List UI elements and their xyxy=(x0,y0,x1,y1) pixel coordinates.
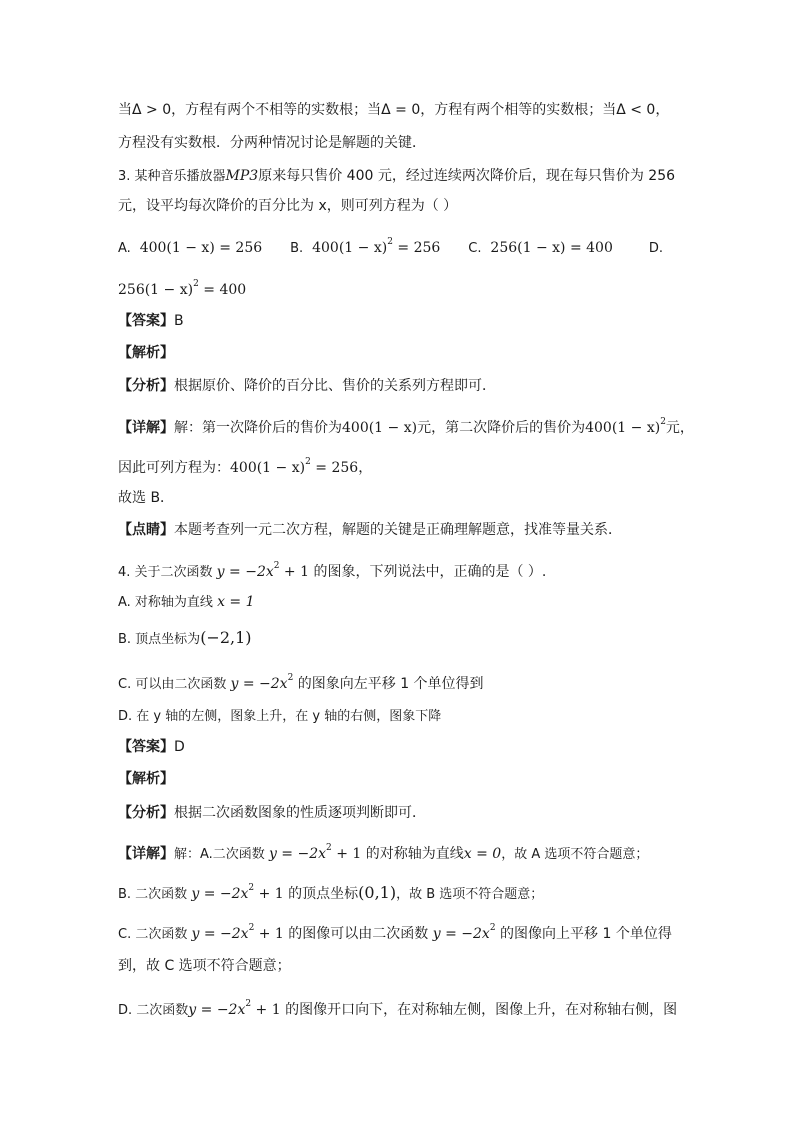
detail-4c: C. 二次函数 $y = -2x^2 + 1$ 的图像可以由二次函数 $y = -2x^2$ 的图像向上平移 1 个单位得 xyxy=(118,923,672,942)
fenxi-4: 【分析】根据二次函数图象的性质逐项判断即可． xyxy=(118,805,426,821)
detail-4b: B. 二次函数 $y = -2x^2 + 1$ 的顶点坐标(0,1)，故 B 选项不符合题意； xyxy=(118,883,544,902)
dianjing-3: 【点睛】本题考查列一元二次方程，解题的关键是正确理解题意，找准等量关系． xyxy=(118,522,622,538)
xiangjie-4: 【详解】解：A.二次函数 $y = -2x^2 + 1$ 的对称轴为直线x = 0，故 A 选项不符合题意； xyxy=(118,843,649,862)
option-d-expr: $256(1 - x)^2 = 400$ xyxy=(118,279,247,298)
option-4b: B. 顶点坐标为(−2,1) xyxy=(118,628,252,647)
question-3: 3. 某种音乐播放器MP3原来每只售价 400 元，经过连续两次降价后，现在每只售价为 256 xyxy=(118,168,676,184)
analysis-heading: 【解析】 xyxy=(118,345,174,361)
xiangjie-3: 【详解】解：第一次降价后的售价为400(1 − x)元，第二次降价后的售价为$400(1 - x)^2$元， xyxy=(118,417,694,436)
text-line: 故选 B． xyxy=(118,490,175,506)
answer-4: 【答案】D xyxy=(118,739,185,755)
text-line: 因此可列方程为：$400(1 - x)^2 = 256$， xyxy=(118,457,373,476)
options-row: A. 400(1 − x) = 256 B. $400(1 - x)^2 = 256$ C. 256(1 − x) = 400 D. xyxy=(118,237,664,256)
text-line: 当Δ > 0，方程有两个不相等的实数根；当Δ = 0，方程有两个相等的实数根；当Δ < 0， xyxy=(118,102,670,118)
text-line: 到，故 C 选项不符合题意； xyxy=(118,958,291,974)
option-4c: C. 可以由二次函数 $y = -2x^2$ 的图象向左平移 1 个单位得到 xyxy=(118,673,484,692)
analysis-heading: 【解析】 xyxy=(118,771,174,787)
text-line: 方程没有实数根．分两种情况讨论是解题的关键． xyxy=(118,135,426,151)
detail-4d: D. 二次函数$y = -2x^2 + 1$ 的图像开口向下，在对称轴左侧，图像上升，在对称轴右侧，图 xyxy=(118,999,678,1018)
answer-3: 【答案】B xyxy=(118,313,184,329)
option-4d: D. 在 y 轴的左侧，图象上升，在 y 轴的右侧，图象下降 xyxy=(118,709,442,724)
question-4: 4. 关于二次函数 $y = -2x^2 + 1$ 的图象，下列说法中，正确的是（ ）. xyxy=(118,561,547,580)
option-4a: A. 对称轴为直线 x = 1 xyxy=(118,594,255,610)
text-line: 元，设平均每次降价的百分比为 x，则可列方程为（ ） xyxy=(118,198,458,214)
fenxi-3: 【分析】根据原价、降价的百分比、售价的关系列方程即可． xyxy=(118,378,496,394)
